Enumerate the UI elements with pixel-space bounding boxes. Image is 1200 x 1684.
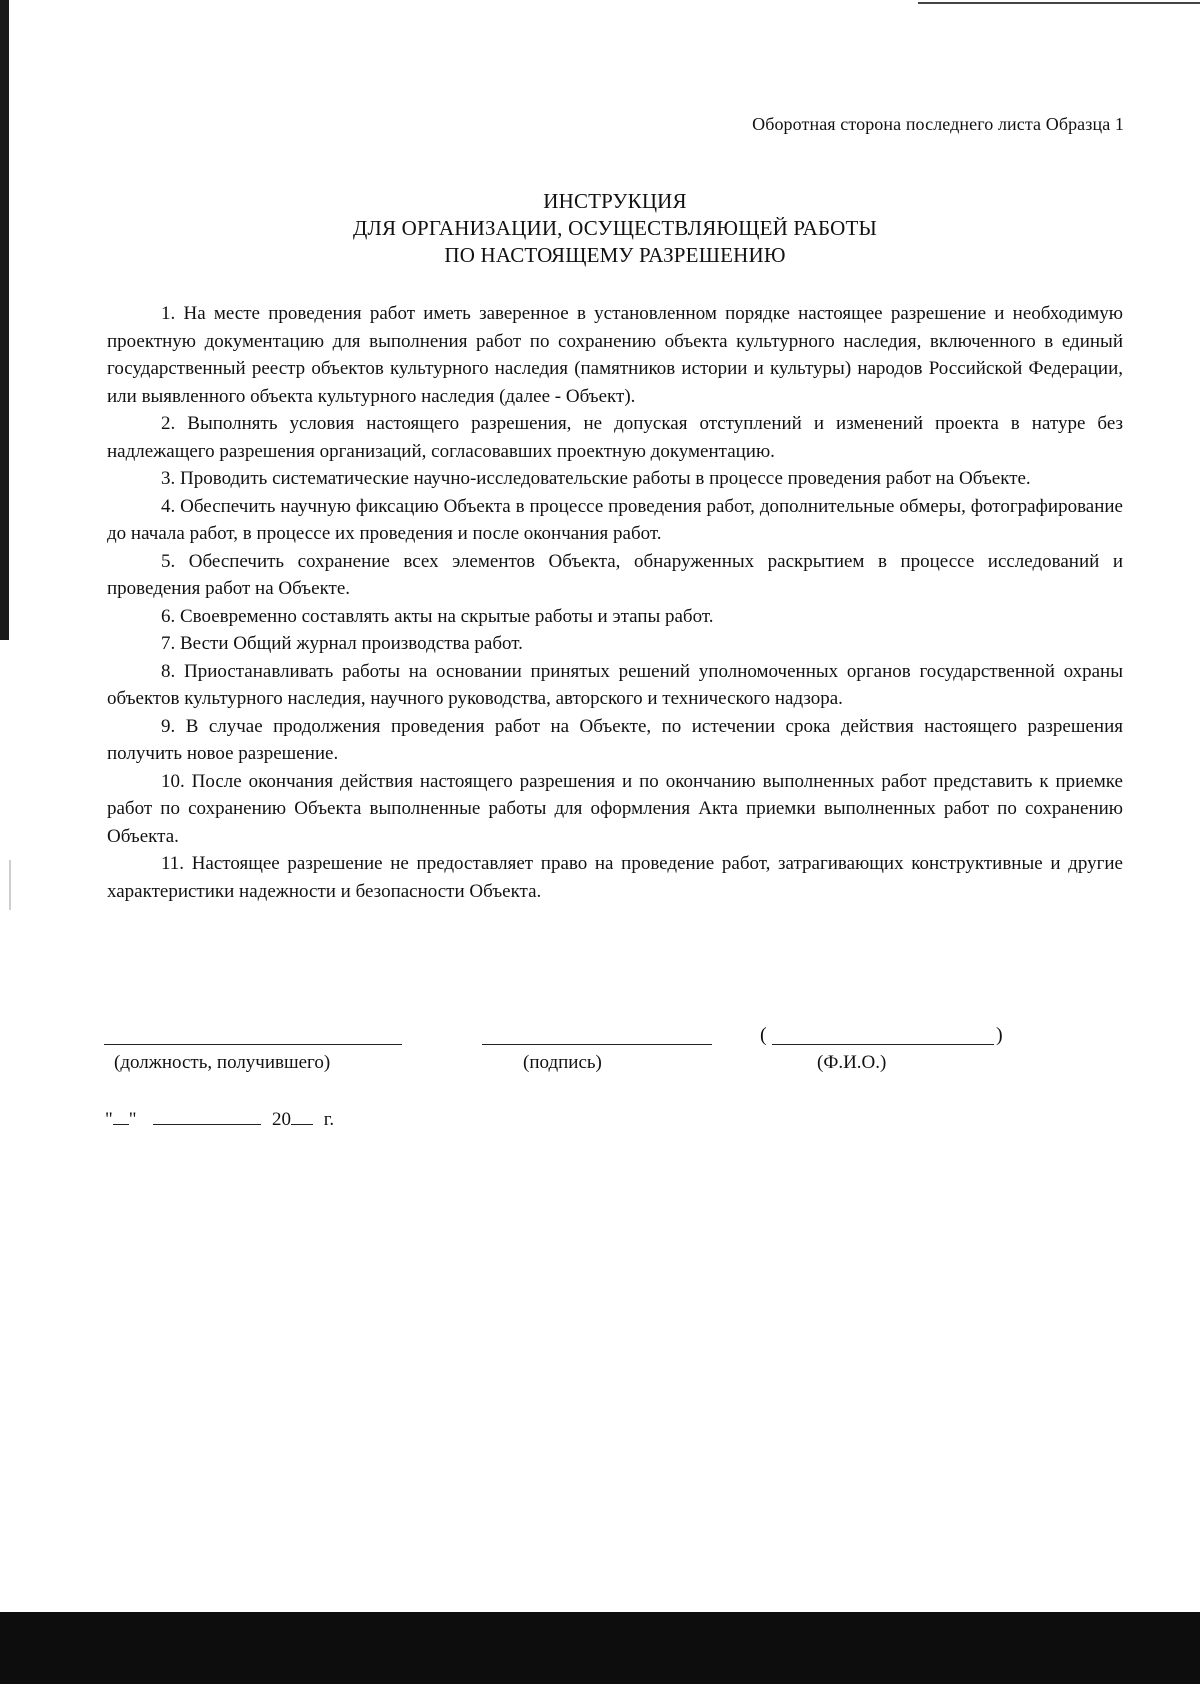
instruction-item-6: 6. Своевременно составлять акты на скрытые работы и этапы работ.: [161, 605, 714, 627]
page-note: Оборотная сторона последнего листа Образца 1: [752, 114, 1124, 134]
instruction-item-1: 1. На месте проведения работ иметь заверенное в установленном порядке настоящее разрешение и необходимую проектную документацию для выполнения работ по сохранению объекта культурного наследия, включенного в единый государственный реестр объектов культурного наследия (памятников истории и культуры) народов Российской Федерации, или выявленного объекта культурного наследия (далее - Объект).: [107, 303, 1123, 407]
day-blank: [113, 1108, 129, 1125]
date-quote-close: ": [128, 1109, 137, 1130]
name-caption: (Ф.И.О.): [817, 1052, 887, 1073]
instruction-item-5: 5. Обеспечить сохранение всех элементов Объекта, обнаруженных раскрытием в процессе исследований и проведения работ на Объекте.: [107, 550, 1123, 599]
name-paren-open: (: [760, 1024, 767, 1046]
instruction-item-7: 7. Вести Общий журнал производства работ.: [161, 633, 523, 654]
title-line-2: ДЛЯ ОРГАНИЗАЦИИ, ОСУЩЕСТВЛЯЮЩЕЙ РАБОТЫ: [352, 216, 878, 240]
title-line-3: ПО НАСТОЯЩЕМУ РАЗРЕШЕНИЮ: [444, 243, 786, 267]
scan-top-rule: [918, 2, 1200, 4]
scan-edge-left: [0, 0, 9, 640]
position-caption: (должность, получившего): [114, 1052, 331, 1073]
scan-bottom-band: [0, 1612, 1200, 1684]
title-line-1: ИНСТРУКЦИЯ: [543, 189, 687, 213]
instruction-item-2: 2. Выполнять условия настоящего разрешения, не допуская отступлений и изменений проекта в натуре без надлежащего разрешения организаций, согласовавших проектную документацию.: [107, 413, 1123, 462]
instruction-item-11: 11. Настоящее разрешение не предоставляет право на проведение работ, затрагивающих конструктивные и другие характеристики надежности и безопасности Объекта.: [107, 853, 1123, 902]
instruction-item-10: 10. После окончания действия настоящего разрешения и по окончанию выполненных работ представить к приемке работ по сохранению Объекта выполненные работы для оформления Акта приемки выполненных работ по сохранению Объекта.: [107, 770, 1123, 847]
name-line: [772, 1044, 994, 1045]
document-title: [0, 188, 1200, 269]
instruction-item-3: 3. Проводить систематические научно-исследовательские работы в процессе проведения работ на Объекте.: [161, 468, 1031, 489]
signature-caption: (подпись): [523, 1052, 602, 1073]
name-paren-close: ): [996, 1024, 1003, 1046]
position-line: [104, 1044, 402, 1045]
instruction-item-8: 8. Приостанавливать работы на основании принятых решений уполномоченных органов государственной охраны объектов культурного наследия, научного руководства, авторского и технического надзора.: [107, 660, 1123, 709]
year-suffix: г.: [323, 1109, 335, 1130]
scan-edge-mark: [9, 860, 11, 910]
instruction-item-9: 9. В случае продолжения проведения работ на Объекте, по истечении срока действия настоящего разрешения получить новое разрешение.: [107, 715, 1123, 764]
instruction-item-4: 4. Обеспечить научную фиксацию Объекта в процессе проведения работ, дополнительные обмеры, фотографирование до начала работ, в процессе их проведения и после окончания работ.: [107, 495, 1123, 544]
year-blank: [291, 1108, 313, 1125]
year-prefix: 20: [272, 1109, 292, 1130]
signature-line: [482, 1044, 712, 1045]
date-row: [105, 1108, 334, 1131]
date-quote-open: ": [105, 1109, 113, 1130]
instruction-list: [107, 300, 1123, 905]
month-blank: [153, 1108, 261, 1125]
